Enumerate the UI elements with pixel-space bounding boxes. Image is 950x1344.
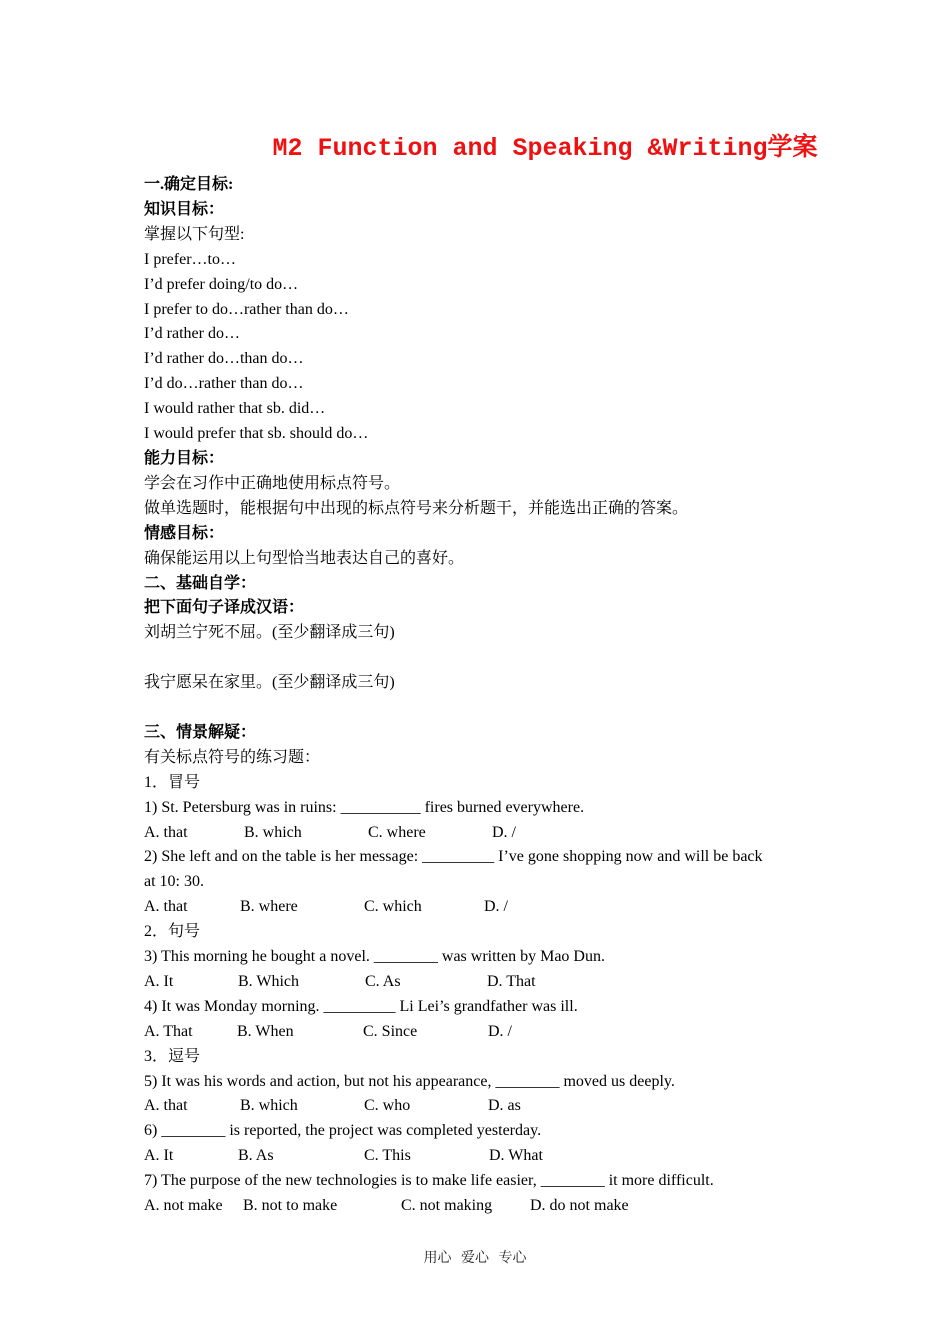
question-6-options xyxy=(144,1144,824,1169)
translate-item: 刘胡兰宁死不屈。(至少翻译成三句) xyxy=(144,624,395,642)
answer-space xyxy=(144,696,824,721)
answer-space xyxy=(144,646,824,671)
question-4: 4) It was Monday morning. _________ Li Lei’s grandfather was ill. xyxy=(144,997,578,1015)
sentence-pattern: I’d prefer doing/to do… xyxy=(144,275,299,293)
question-1-options xyxy=(144,821,824,846)
option-c: C. This xyxy=(364,1147,411,1165)
page-title: M2 Function and Speaking &Writing学案 xyxy=(272,134,818,163)
section-heading-goals: 一.确定目标: xyxy=(144,176,234,193)
emotion-goals-heading: 情感目标： xyxy=(144,524,225,542)
translate-item: 我宁愿呆在家里。(至少翻译成三句) xyxy=(144,674,395,692)
option-d: D. / xyxy=(492,823,516,841)
option-d: D. What xyxy=(489,1147,543,1165)
option-a: A. that xyxy=(144,1097,188,1115)
option-c: C. As xyxy=(365,972,401,990)
sentence-pattern: I prefer to do…rather than do… xyxy=(144,300,349,318)
question-7-options xyxy=(144,1194,824,1219)
option-d: D. / xyxy=(484,898,508,916)
sentence-pattern: I’d rather do…than do… xyxy=(144,350,304,368)
question-6: 6) ________ is reported, the project was completed yesterday. xyxy=(144,1122,542,1140)
option-a: A. not make xyxy=(144,1197,223,1215)
option-b: B. where xyxy=(240,898,298,916)
option-b: B. When xyxy=(237,1022,294,1040)
option-c: C. not making xyxy=(401,1197,493,1215)
sentence-pattern: I’d do…rather than do… xyxy=(144,375,304,393)
question-2: 2) She left and on the table is her message: _________ I’ve gone shopping now and will be back xyxy=(144,848,763,866)
question-7: 7) The purpose of the new technologies is to make life easier, ________ it more difficult. xyxy=(144,1172,714,1190)
colon-heading: 1．冒号 xyxy=(144,773,201,791)
option-d: D. as xyxy=(488,1097,521,1115)
page-footer: 用心 爱心 专心 xyxy=(423,1251,527,1266)
knowledge-intro: 掌握以下句型: xyxy=(144,225,245,243)
option-a: A. that xyxy=(144,898,188,916)
translate-heading: 把下面句子译成汉语： xyxy=(144,599,305,617)
ability-goal: 做单选题时，能根据句中出现的标点符号来分析题干，并能选出正确的答案。 xyxy=(144,499,689,517)
option-c: C. Since xyxy=(363,1022,418,1040)
option-d: D. That xyxy=(487,972,536,990)
option-b: B. which xyxy=(240,1097,298,1115)
emotion-goal: 确保能运用以上句型恰当地表达自己的喜好。 xyxy=(144,549,465,567)
question-3-options xyxy=(144,970,824,995)
option-a: A. That xyxy=(144,1022,193,1040)
question-2-options xyxy=(144,895,824,920)
option-a: A. It xyxy=(144,1147,174,1165)
option-b: B. Which xyxy=(238,972,300,990)
sentence-pattern: I would rather that sb. did… xyxy=(144,400,326,418)
sentence-pattern: I prefer…to… xyxy=(144,250,236,268)
question-1: 1) St. Petersburg was in ruins: __________ fires burned everywhere. xyxy=(144,798,585,816)
exercise-intro: 有关标点符号的练习题： xyxy=(144,748,321,766)
option-c: C. which xyxy=(364,898,422,916)
option-b: B. which xyxy=(244,823,302,841)
option-d: D. do not make xyxy=(530,1197,629,1215)
option-c: C. where xyxy=(368,823,426,841)
period-heading: 2．句号 xyxy=(144,923,201,941)
question-2-continued: at 10: 30. xyxy=(144,873,204,891)
sentence-pattern: I’d rather do… xyxy=(144,325,240,343)
question-5: 5) It was his words and action, but not his appearance, ________ moved us deeply. xyxy=(144,1072,675,1090)
option-d: D. / xyxy=(488,1022,512,1040)
question-3: 3) This morning he bought a novel. ________ was written by Mao Dun. xyxy=(144,948,605,966)
sentence-pattern: I would prefer that sb. should do… xyxy=(144,425,369,443)
option-a: A. that xyxy=(144,823,188,841)
section-heading-scenario: 三、情景解疑： xyxy=(144,723,257,741)
question-5-options xyxy=(144,1094,824,1119)
option-c: C. who xyxy=(364,1097,411,1115)
question-4-options xyxy=(144,1020,824,1045)
section-heading-self-study: 二、基础自学： xyxy=(144,574,257,592)
ability-goals-heading: 能力目标： xyxy=(144,449,225,467)
ability-goal: 学会在习作中正确地使用标点符号。 xyxy=(144,474,401,492)
knowledge-goals-heading: 知识目标： xyxy=(144,200,225,218)
option-b: B. not to make xyxy=(243,1197,338,1215)
document-body xyxy=(144,173,824,1219)
comma-heading: 3．逗号 xyxy=(144,1047,201,1065)
option-b: B. As xyxy=(238,1147,274,1165)
option-a: A. It xyxy=(144,972,174,990)
